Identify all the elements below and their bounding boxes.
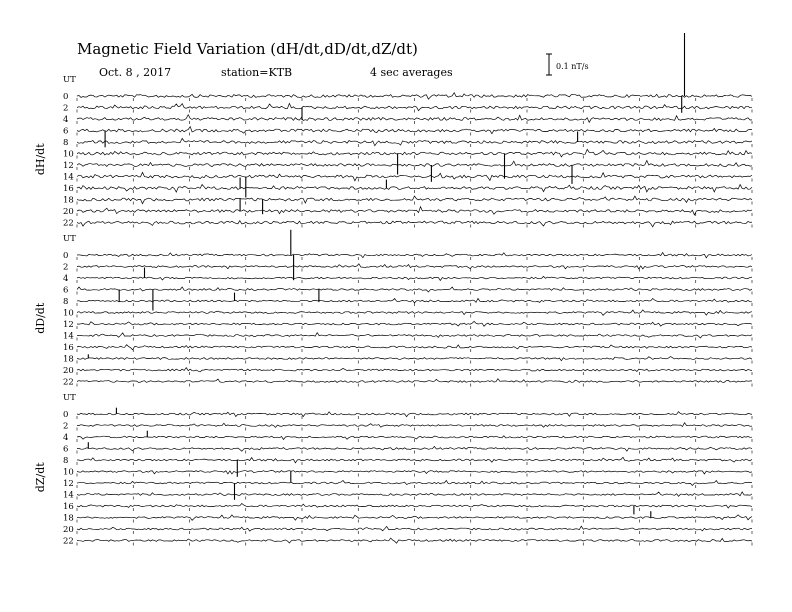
averaging-label: 4 sec averages xyxy=(370,66,453,79)
row-trace xyxy=(77,345,752,350)
row-trace xyxy=(77,287,752,292)
ut-label: UT xyxy=(63,75,76,85)
hour-label: 4 xyxy=(63,274,69,284)
row-ticks xyxy=(77,190,752,193)
panel-ylabel: dD/dt xyxy=(34,302,47,334)
hour-label: 18 xyxy=(63,354,74,365)
row-ticks xyxy=(77,98,752,101)
row-trace xyxy=(77,492,752,496)
row-ticks xyxy=(77,474,752,477)
row-ticks xyxy=(77,167,752,170)
row-ticks xyxy=(77,439,752,442)
hour-label: 12 xyxy=(63,479,74,489)
row-trace xyxy=(77,504,752,509)
chart-title: Magnetic Field Variation (dH/dt,dD/dt,dZ/dt) xyxy=(77,40,418,58)
panel-2 xyxy=(34,393,752,547)
row-ticks xyxy=(77,257,752,260)
panel-1 xyxy=(34,230,752,388)
hour-label: 22 xyxy=(63,377,74,388)
row-ticks xyxy=(77,372,752,375)
row-ticks xyxy=(77,416,752,419)
hour-label: 6 xyxy=(63,126,69,137)
hour-label: 18 xyxy=(63,513,74,524)
row-ticks xyxy=(77,338,752,341)
row-ticks xyxy=(77,451,752,454)
row-trace xyxy=(77,436,752,440)
row-trace xyxy=(77,526,752,531)
hour-label: 10 xyxy=(63,149,74,160)
row-ticks xyxy=(77,133,752,136)
row-ticks xyxy=(77,144,752,147)
hour-label: 16 xyxy=(63,502,74,512)
row-trace xyxy=(77,538,752,543)
hour-label: 10 xyxy=(63,467,74,478)
row-ticks xyxy=(77,384,752,387)
hour-label: 8 xyxy=(63,456,69,466)
row-ticks xyxy=(77,202,752,205)
hour-label: 2 xyxy=(63,103,69,114)
row-ticks xyxy=(77,213,752,216)
hour-label: 12 xyxy=(63,161,74,171)
row-ticks xyxy=(77,531,752,534)
station-label: station=KTB xyxy=(221,66,293,79)
row-ticks xyxy=(77,156,752,159)
row-trace xyxy=(77,357,752,361)
row-ticks xyxy=(77,520,752,523)
row-ticks xyxy=(77,292,752,295)
hour-label: 2 xyxy=(63,262,69,273)
row-ticks xyxy=(77,508,752,511)
hour-label: 6 xyxy=(63,444,69,455)
row-ticks xyxy=(77,110,752,113)
hour-label: 6 xyxy=(63,285,69,296)
row-ticks xyxy=(77,326,752,329)
hour-label: 8 xyxy=(63,297,69,307)
row-trace xyxy=(77,423,752,428)
hour-label: 14 xyxy=(63,331,74,342)
row-trace xyxy=(77,481,752,486)
hour-label: 0 xyxy=(63,251,69,261)
hour-label: 20 xyxy=(63,525,74,535)
row-ticks xyxy=(77,428,752,431)
row-trace xyxy=(77,310,752,315)
hour-label: 18 xyxy=(63,195,74,206)
scale-bar-label: 0.1 nT/s xyxy=(556,62,589,71)
row-trace xyxy=(77,264,752,269)
hour-label: 16 xyxy=(63,184,74,194)
hour-label: 4 xyxy=(63,433,69,443)
row-trace xyxy=(77,321,752,326)
hour-label: 0 xyxy=(63,410,69,420)
panel-0 xyxy=(34,33,752,229)
panel-ylabel: dZ/dt xyxy=(34,462,47,493)
row-trace xyxy=(77,161,752,167)
date-label: Oct. 8 , 2017 xyxy=(99,66,172,79)
row-ticks xyxy=(77,349,752,352)
hour-label: 4 xyxy=(63,115,69,125)
hour-label: 22 xyxy=(63,218,74,229)
hour-label: 14 xyxy=(63,172,74,183)
row-trace xyxy=(77,457,752,463)
row-ticks xyxy=(77,269,752,272)
row-ticks xyxy=(77,179,752,182)
row-ticks xyxy=(77,361,752,364)
row-ticks xyxy=(77,225,752,228)
row-ticks xyxy=(77,497,752,500)
row-ticks xyxy=(77,462,752,465)
row-ticks xyxy=(77,121,752,124)
row-trace xyxy=(77,379,752,383)
hour-label: 12 xyxy=(63,320,74,330)
row-trace xyxy=(77,298,752,302)
row-trace xyxy=(77,471,752,475)
hour-label: 20 xyxy=(63,366,74,376)
hour-label: 8 xyxy=(63,138,69,148)
row-ticks xyxy=(77,303,752,306)
row-ticks xyxy=(77,280,752,283)
row-ticks xyxy=(77,485,752,488)
row-trace xyxy=(77,368,752,372)
row-trace xyxy=(77,276,752,280)
hour-label: 20 xyxy=(63,207,74,217)
hour-label: 10 xyxy=(63,308,74,319)
panel-ylabel: dH/dt xyxy=(34,143,47,176)
row-ticks xyxy=(77,543,752,546)
hour-label: 22 xyxy=(63,536,74,547)
row-ticks xyxy=(77,315,752,318)
ut-label: UT xyxy=(63,234,76,244)
hour-label: 14 xyxy=(63,490,74,501)
row-trace xyxy=(77,412,752,417)
hour-label: 0 xyxy=(63,92,69,102)
hour-label: 16 xyxy=(63,343,74,353)
hour-label: 2 xyxy=(63,421,69,432)
row-trace xyxy=(77,333,752,338)
ut-label: UT xyxy=(63,393,76,403)
